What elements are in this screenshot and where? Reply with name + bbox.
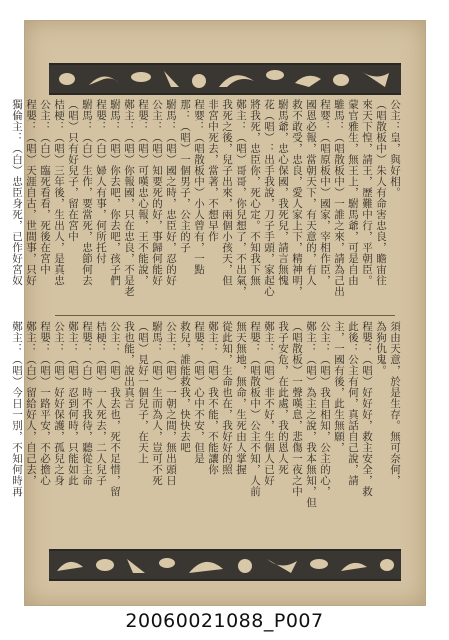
- lower-text-column: 程嬰：（唱散板中）公主不知，人前: [249, 321, 261, 497]
- lower-text-column: 鄭主：（唱）忍到何時，只能如此: [67, 321, 79, 486]
- lower-text-column: 駙馬：（唱）生而為人，豈可不死: [151, 321, 163, 486]
- lower-text-column: 救兒，誰能救我，快快去吧: [179, 321, 191, 453]
- lower-text-column: 主，一國有後，此生無願，: [333, 321, 345, 453]
- document-id-label: 20060021088_P007: [125, 610, 324, 632]
- upper-text-column: 將我死，忠臣你，死心定。不知我下無: [249, 99, 261, 286]
- lower-text-column: 程嬰：（唱）好好好，救主安全，救: [361, 321, 373, 497]
- lower-text-column: 鄭主：（白）留給好人，自己去，: [25, 321, 37, 486]
- lower-text-column: 程嬰：（唱）一路平安，不必擔心: [39, 321, 51, 486]
- upper-text-column: 公主：（唱）知要死的好，事歸何能好: [151, 99, 163, 286]
- upper-text-column: 程嬰：（白）婦人有事，何所托付: [95, 99, 107, 264]
- lower-text-column: 從此知，生命也在，我好好的照: [221, 321, 233, 475]
- upper-text-column: 非宮中死去，當著，不想早作: [207, 99, 219, 242]
- lower-text-column: 公主：（唱）好好保護，孤兒之身: [53, 321, 65, 486]
- text-body: [11, 99, 401, 539]
- lower-text-column: 公主：（唱）我自相知，公主的心，: [319, 321, 331, 497]
- upper-text-column: 程婴：（唱原板中）國家，宰相作臣，: [319, 99, 331, 286]
- upper-text-column: 駙馬：（白）生作，要當死，忠節何去: [81, 99, 93, 286]
- lower-text-column: 無天無地，無命，生死由人掌握: [235, 321, 247, 475]
- upper-text-column: 我死之後，兒子出來，兩個小孩天，但: [221, 99, 233, 286]
- upper-text-column: 程嬰：（唱）可嘆忠心報，王不能說，: [137, 99, 149, 286]
- upper-text-column: 救不敢受，忠良，愛人家上下，精神明，: [291, 99, 303, 297]
- lower-text-column: 鄭主：（唱）為主之說，我本無知，但: [305, 321, 317, 508]
- lower-text-column: 須由天意，於是生存。無可奈何，: [389, 321, 401, 486]
- upper-text-column: 鄭主：（唱）哥哥，你兒想了，不出氣，: [235, 99, 247, 297]
- lower-text-column: 公主：（唱）我去也，死不足惜，留: [109, 321, 121, 497]
- lower-text-column: 鄭主：（唱）我不能，不能讓你: [207, 321, 219, 475]
- section-divider: [55, 315, 395, 316]
- upper-text-block: [11, 99, 401, 309]
- lower-text-column: 我也能，說出真言: [123, 321, 135, 409]
- lower-text-column: （唱）見好一個兒子，在天上: [137, 321, 149, 464]
- upper-text-column: （唱散板中）朱人有命害忠良，瞻宙往: [375, 99, 387, 286]
- lower-text-column: 我子安危，在此處，我的恩人死: [277, 321, 289, 475]
- upper-text-column: 駙馬爺，忠心保國，我死兒，請言無愧: [277, 99, 289, 286]
- lower-text-column: （唱散板）一聲嘆息，悲傷一夜之中: [291, 321, 303, 497]
- lower-text-column: 為狗仇鬼。: [375, 321, 387, 376]
- scanned-page: [11, 20, 426, 606]
- upper-text-column: 桔梗：（唱）三年後，生出人，是真忠: [53, 99, 65, 286]
- lower-text-column: 鄭主：（唱）今日一別，不知何時再: [11, 321, 23, 497]
- upper-text-column: 公主：皇，與好相。: [389, 99, 401, 198]
- bottom-ornament-band: [49, 549, 401, 581]
- upper-text-column: 駙馬：（唱）你去吧，你去吧，孩子們: [109, 99, 121, 286]
- upper-text-column: 國恩必報，當朝天下，有天意的，有人: [305, 99, 317, 286]
- lower-text-block: [11, 321, 401, 531]
- lower-text-column: 此後：公主有何，真話自己說，請: [347, 321, 359, 486]
- lower-text-column: 桔梗：（唱）一人死去，二人兒子: [95, 321, 107, 486]
- lower-text-column: 公主：（唱）一朝之間，無出頭日: [165, 321, 177, 486]
- lower-text-column: 程嬰：（唱）心中不安，但是: [193, 321, 205, 464]
- upper-text-column: 那：（唱）一個男子，公主的子: [179, 99, 191, 253]
- upper-text-column: 獨倫主：（白）忠臣身死，已作好宮奴: [11, 99, 23, 286]
- upper-text-column: 公主：（白）臨死看看，死後在宮中: [39, 99, 51, 275]
- top-ornament-band: [49, 63, 401, 95]
- upper-text-column: （唱）只有好兒子，留在宮中: [67, 99, 79, 242]
- upper-text-column: 鄭主：（唱）你報國，只在忠良，不是老: [123, 99, 135, 297]
- upper-text-column: 花（唱）：出手我說，刀子手頭，家起心: [263, 99, 275, 297]
- upper-text-column: 程婴：（唱散板中）小人曾有，一點: [193, 99, 205, 275]
- lower-text-column: 鄭主：（唱）非不好，生個人已好: [263, 321, 275, 486]
- lower-text-column: 程嬰：（白）時不我待，聽從主命: [81, 321, 93, 486]
- upper-text-column: 駙馬：（唱）國之時，忠臣好，忍的好: [165, 99, 177, 286]
- upper-text-column: 程嬰：（唱）天涯自古，世間事，只好: [25, 99, 37, 286]
- upper-text-column: 蒙官雅生，無王上，駙馬爺，可是自由: [347, 99, 359, 286]
- upper-text-column: 來天下惶，請王，歷難中行，平朝臣。: [361, 99, 373, 286]
- upper-text-column: 騅馬：（唱散板中）一誰之來，請為己出: [333, 99, 345, 297]
